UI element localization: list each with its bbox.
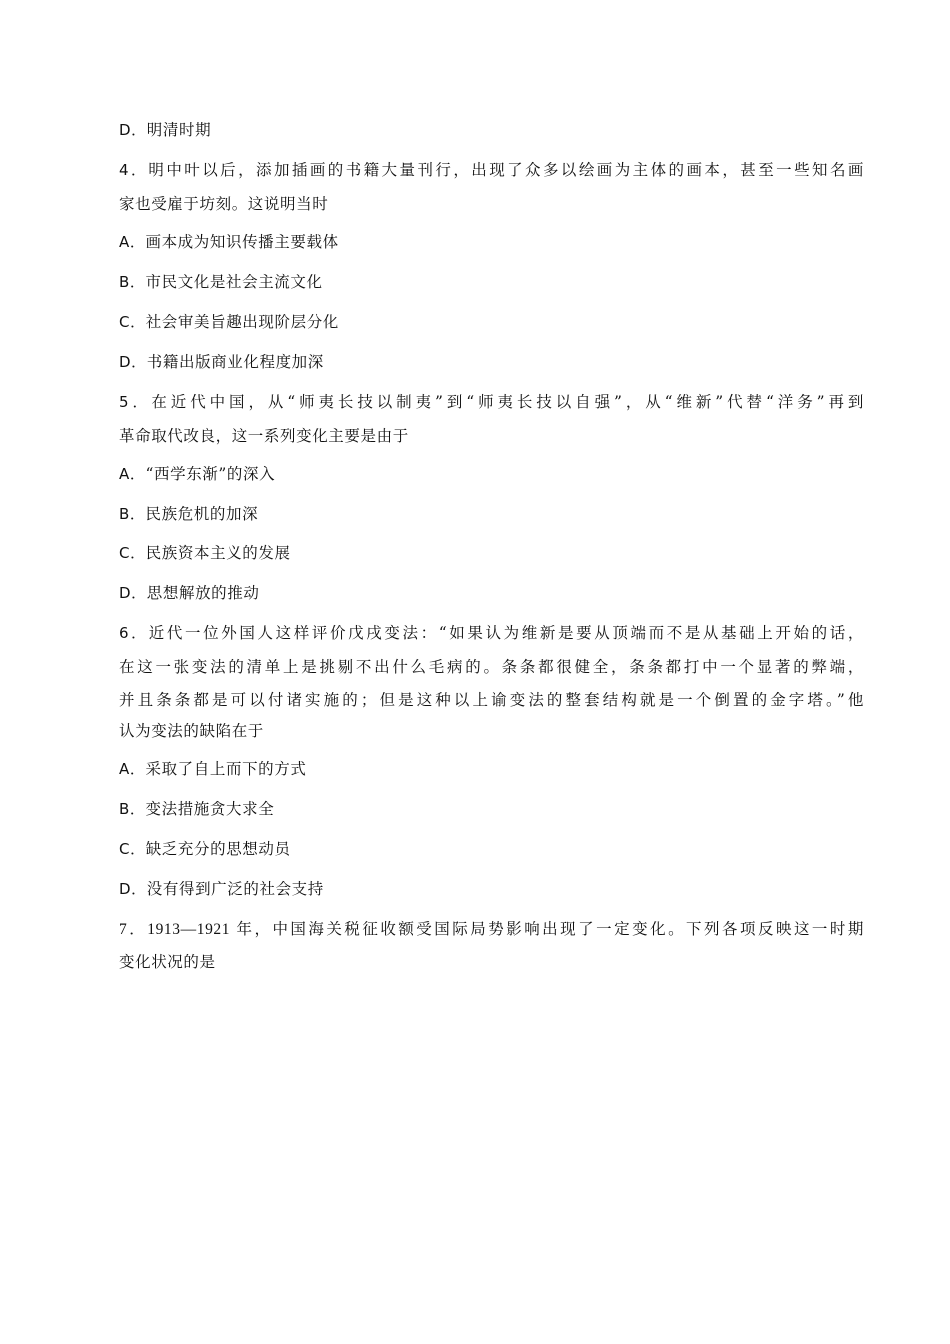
question-text: 近代一位外国人这样评价戊戌变法：“如果认为维新是要从顶端而不是从基础上开始的话， (148, 624, 864, 642)
option-text: 采取了自上而下的方式 (145, 760, 307, 778)
option-label: B． (119, 505, 146, 523)
question-4-option-d (119, 350, 864, 374)
question-6-stem-line-4 (119, 719, 864, 743)
question-5-option-c (119, 541, 864, 565)
question-text: 在近代中国，从“师夷长技以制夷”到“师夷长技以自强”，从“维新”代替“洋务”再到 (151, 393, 864, 411)
question-6-option-a (119, 757, 864, 781)
question-5-stem-line-1 (119, 390, 864, 414)
question-6-option-c (119, 837, 864, 861)
question-6-stem-line-3 (119, 688, 864, 712)
option-label: C． (119, 313, 146, 331)
question-text: 革命取代改良，这一系列变化主要是由于 (119, 427, 409, 445)
option-label: D． (119, 353, 147, 371)
question-7-stem-line-2 (119, 951, 864, 975)
question-4-stem-line-2 (119, 192, 864, 216)
question-5-option-a (119, 462, 864, 486)
question-6-stem-line-1 (119, 621, 864, 645)
option-label: C． (119, 544, 146, 562)
option-text: 画本成为知识传播主要载体 (145, 233, 339, 251)
question-4-option-c (119, 310, 864, 334)
option-text: “西学东渐”的深入 (145, 465, 276, 483)
question-number: 6． (119, 624, 149, 642)
question-4-option-b (119, 270, 864, 294)
option-text: 变法措施贪大求全 (145, 800, 275, 818)
question-4-stem-line-1 (119, 158, 864, 182)
option-text: 民族危机的加深 (145, 505, 259, 523)
option-label: B． (119, 273, 146, 291)
option-text: 明清时期 (146, 121, 212, 139)
question-text: 变化状况的是 (119, 954, 216, 971)
question-text: 明中叶以后，添加插画的书籍大量刊行，出现了众多以绘画为主体的画本，甚至一些知名画 (148, 161, 864, 179)
question-3-option-d (119, 118, 864, 142)
question-4-option-a (119, 230, 864, 254)
question-6-option-b (119, 797, 864, 821)
question-5-option-b (119, 502, 864, 526)
question-number: 5． (119, 393, 152, 411)
option-text: 市民文化是社会主流文化 (145, 273, 323, 291)
question-5-stem-line-2 (119, 424, 864, 448)
question-5-option-d (119, 581, 864, 605)
option-text: 缺乏充分的思想动员 (145, 840, 291, 858)
question-number: 4． (119, 161, 149, 179)
option-text: 思想解放的推动 (146, 584, 260, 602)
question-text: 家也受雇于坊刻。这说明当时 (119, 195, 329, 213)
question-text: 并且条条都是可以付诸实施的；但是这种以上谕变法的整套结构就是一个倒置的金字塔。”他 (119, 691, 864, 709)
question-6-stem-line-2 (119, 655, 864, 679)
question-text: 7．1913—1921 年，中国海关税征收额受国际局势影响出现了一定变化。下列各项反映这一时期 (119, 921, 864, 938)
option-label: B． (119, 800, 146, 818)
option-label: D． (119, 584, 147, 602)
option-label: A． (119, 233, 146, 251)
question-6-option-d (119, 877, 864, 901)
option-label: A． (119, 760, 146, 778)
question-text: 认为变法的缺陷在于 (119, 722, 264, 740)
option-label: D． (119, 880, 147, 898)
option-text: 书籍出版商业化程度加深 (146, 353, 324, 371)
question-7-stem-line-1 (119, 918, 864, 942)
option-label: C． (119, 840, 146, 858)
question-text: 在这一张变法的清单上是挑剔不出什么毛病的。条条都很健全，条条都打中一个显著的弊端， (119, 658, 864, 676)
option-text: 没有得到广泛的社会支持 (146, 880, 324, 898)
option-label: D． (119, 121, 147, 139)
option-text: 民族资本主义的发展 (145, 544, 291, 562)
option-label: A． (119, 465, 146, 483)
option-text: 社会审美旨趣出现阶层分化 (145, 313, 339, 331)
